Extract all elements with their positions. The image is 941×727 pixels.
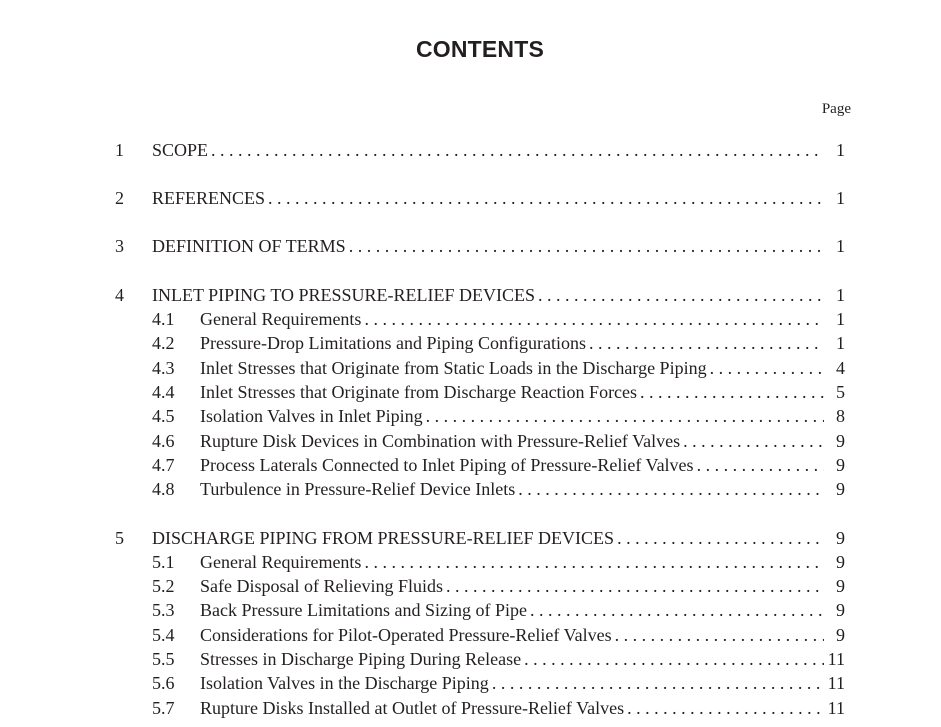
toc-entry-number: 5.3: [152, 600, 175, 620]
toc-entry: [0, 283, 941, 307]
dot-leader: [361, 307, 824, 331]
toc-entry-title: General Requirements: [200, 309, 362, 329]
toc-entry-title: Isolation Valves in the Discharge Piping: [200, 673, 489, 693]
toc-entry: [0, 526, 941, 550]
toc-entry-title: Rupture Disks Installed at Outlet of Pressure-Relief Valves: [200, 698, 625, 718]
toc-entry-title-with-leader: [200, 453, 824, 477]
dot-leader: [535, 283, 824, 307]
toc-entry-number: 4.2: [152, 333, 175, 353]
toc-entry-page-number: 11: [827, 673, 845, 693]
toc-entry-title: Inlet Stresses that Originate from Static Loads in the Discharge Piping: [200, 358, 707, 378]
toc-entry-title-with-leader: [200, 404, 824, 428]
toc-entry: [0, 477, 941, 501]
toc-entry-title-with-leader: [200, 574, 824, 598]
toc-entry-page-number: 9: [836, 625, 845, 645]
dot-leader: [694, 453, 824, 477]
toc-entry-number: 5.1: [152, 552, 175, 572]
dot-leader: [521, 647, 824, 671]
toc-entry-title-with-leader: [152, 283, 824, 307]
toc-entry: [0, 186, 941, 210]
toc-entry-title: Safe Disposal of Relieving Fluids: [200, 576, 443, 596]
toc-entry-page-number: 11: [827, 698, 845, 718]
toc-entry-title: DEFINITION OF TERMS: [152, 236, 346, 256]
toc-entry-number: 5: [115, 528, 124, 548]
toc-entry: [0, 307, 941, 331]
toc-entry: [0, 550, 941, 574]
toc-entry-page-number: 4: [836, 358, 845, 378]
toc-entry-page-number: 1: [836, 309, 845, 329]
toc-entry: [0, 623, 941, 647]
dot-leader: [489, 671, 824, 695]
toc-entry: [0, 696, 941, 720]
toc-entry-title-with-leader: [200, 671, 824, 695]
dot-leader: [612, 623, 824, 647]
toc-entry-number: 2: [115, 188, 124, 208]
dot-leader: [614, 526, 824, 550]
toc-entry-title-with-leader: [200, 356, 824, 380]
dot-leader: [515, 477, 824, 501]
toc-entry-title: Pressure-Drop Limitations and Piping Configurations: [200, 333, 586, 353]
toc-entry-number: 4.7: [152, 455, 175, 475]
toc-entry-title: Rupture Disk Devices in Combination with Pressure-Relief Valves: [200, 431, 681, 451]
toc-entry-number: 5.6: [152, 673, 175, 693]
toc-entry-number: 4.5: [152, 406, 175, 426]
toc-entry-number: 3: [115, 236, 124, 256]
toc-entry-number: 4.1: [152, 309, 175, 329]
toc-entry: [0, 404, 941, 428]
dot-leader: [624, 696, 824, 720]
toc-entry-title: SCOPE: [152, 140, 209, 160]
toc-entry-title-with-leader: [200, 550, 824, 574]
toc-entry-page-number: 1: [836, 188, 845, 208]
toc-entry-title: REFERENCES: [152, 188, 266, 208]
toc-entry-number: 5.4: [152, 625, 175, 645]
toc-entry-title: General Requirements: [200, 552, 362, 572]
toc-entry-title: DISCHARGE PIPING FROM PRESSURE-RELIEF DEVICES: [152, 528, 615, 548]
toc-entry-page-number: 1: [836, 236, 845, 256]
toc-entry-title: INLET PIPING TO PRESSURE-RELIEF DEVICES: [152, 285, 536, 305]
toc-entry: [0, 429, 941, 453]
toc-entry-page-number: 9: [836, 552, 845, 572]
toc-entry-title-with-leader: [200, 307, 824, 331]
toc-entry: [0, 138, 941, 162]
toc-entry: [0, 647, 941, 671]
toc-entry-number: 1: [115, 140, 124, 160]
toc-entry-page-number: 8: [836, 406, 845, 426]
toc-entry-title-with-leader: [200, 696, 824, 720]
toc-entry-title: Turbulence in Pressure-Relief Device Inlets: [200, 479, 516, 499]
dot-leader: [423, 404, 824, 428]
toc-entry-title-with-leader: [152, 526, 824, 550]
toc-entry-page-number: 9: [836, 528, 845, 548]
toc-entry: [0, 671, 941, 695]
toc-entry-title-with-leader: [200, 429, 824, 453]
dot-leader: [361, 550, 824, 574]
dot-leader: [346, 234, 824, 258]
toc-entry-page-number: 5: [836, 382, 845, 402]
toc-entry-title: Process Laterals Connected to Inlet Piping of Pressure-Relief Valves: [200, 455, 694, 475]
toc-entry-number: 4.6: [152, 431, 175, 451]
toc-entry-title-with-leader: [200, 598, 824, 622]
dot-leader: [586, 331, 824, 355]
toc-entry-title: Back Pressure Limitations and Sizing of Pipe: [200, 600, 527, 620]
dot-leader: [707, 356, 824, 380]
toc-entry: [0, 598, 941, 622]
toc-entry-page-number: 1: [836, 285, 845, 305]
toc-entry-number: 4.4: [152, 382, 175, 402]
toc-entry-page-number: 1: [836, 333, 845, 353]
toc-entry-title-with-leader: [152, 138, 824, 162]
dot-leader: [637, 380, 824, 404]
dot-leader: [443, 574, 824, 598]
toc-entry: [0, 234, 941, 258]
toc-entry-title-with-leader: [200, 647, 824, 671]
toc-entry-title: Isolation Valves in Inlet Piping: [200, 406, 423, 426]
toc-entry-number: 5.5: [152, 649, 175, 669]
toc-entry-title-with-leader: [152, 234, 824, 258]
toc-entry: [0, 574, 941, 598]
dot-leader: [680, 429, 824, 453]
dot-leader: [265, 186, 824, 210]
toc-entry-title-with-leader: [200, 477, 824, 501]
toc-entry: [0, 453, 941, 477]
toc-entry: [0, 380, 941, 404]
toc-entry-number: 5.7: [152, 698, 175, 718]
toc-entry-title: Stresses in Discharge Piping During Release: [200, 649, 522, 669]
toc-entry: [0, 356, 941, 380]
toc-entry-title-with-leader: [200, 623, 824, 647]
toc-entry-title-with-leader: [200, 331, 824, 355]
dot-leader: [208, 138, 824, 162]
page-column-label: Page: [821, 101, 851, 117]
toc-entry-number: 5.2: [152, 576, 175, 596]
page-title: CONTENTS: [415, 36, 545, 62]
toc-entry: [0, 331, 941, 355]
dot-leader: [527, 598, 824, 622]
toc-entry-title: Inlet Stresses that Originate from Discharge Reaction Forces: [200, 382, 638, 402]
toc-entry-page-number: 1: [836, 140, 845, 160]
toc-entry-page-number: 9: [836, 576, 845, 596]
toc-entry-page-number: 9: [836, 479, 845, 499]
toc-entry-number: 4: [115, 285, 124, 305]
toc-entry-title-with-leader: [152, 186, 824, 210]
toc-entry-page-number: 9: [836, 600, 845, 620]
toc-entry-number: 4.8: [152, 479, 175, 499]
toc-entry-page-number: 9: [836, 431, 845, 451]
toc-entry-number: 4.3: [152, 358, 175, 378]
toc-entry-page-number: 9: [836, 455, 845, 475]
toc-entry-title: Considerations for Pilot-Operated Pressure-Relief Valves: [200, 625, 612, 645]
toc-entry-title-with-leader: [200, 380, 824, 404]
toc-entry-page-number: 11: [827, 649, 845, 669]
